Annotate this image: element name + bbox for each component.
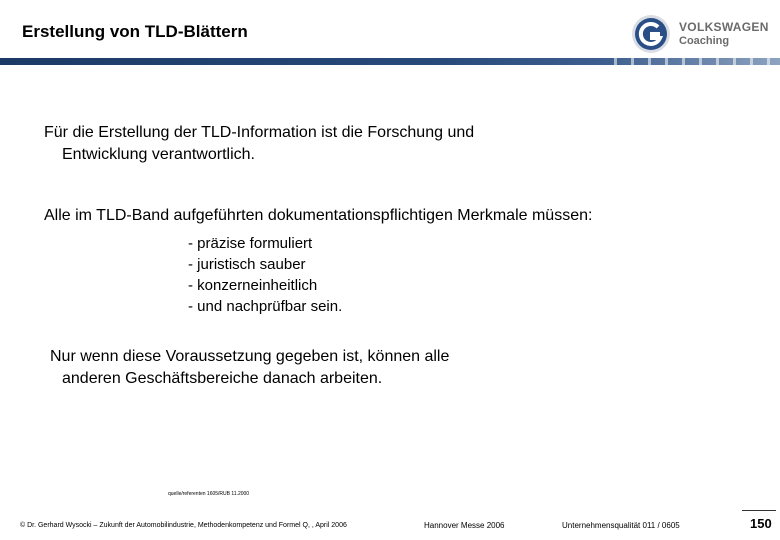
paragraph-responsibility — [44, 122, 474, 166]
title-divider-stripes — [600, 58, 780, 65]
paragraph-line: Entwicklung verantwortlich. — [62, 146, 255, 163]
paragraph-conclusion — [50, 346, 449, 390]
list-item: - konzerneinheitlich — [188, 277, 318, 294]
slide-title: Erstellung von TLD-Blättern — [22, 22, 248, 41]
footer-course: Unternehmensqualität 011 / 0605 — [562, 521, 680, 530]
paragraph-requirements-intro: Alle im TLD-Band aufgeführten dokumentationspflichtigen Merkmale müssen: — [44, 207, 593, 224]
title-divider-bar — [0, 58, 780, 65]
source-note: quelle/referenten 1605/RUB 11.2000 — [168, 491, 250, 497]
logo-sub-text: Coaching — [679, 35, 730, 47]
paragraph-line: Für die Erstellung der TLD-Information ist die Forschung und — [44, 124, 475, 141]
page-number: 150 — [750, 516, 772, 531]
paragraph-line: anderen Geschäftsbereiche danach arbeiten. — [62, 370, 383, 387]
list-item: - juristisch sauber — [188, 256, 306, 273]
page-number-rule — [742, 510, 776, 511]
paragraph-line: Nur wenn diese Voraussetzung gegeben ist, können alle — [50, 348, 450, 365]
list-item: - und nachprüfbar sein. — [188, 298, 343, 315]
requirements-list — [188, 233, 342, 317]
footer-event: Hannover Messe 2006 — [424, 521, 505, 530]
logo-brand-text: VOLKSWAGEN — [679, 20, 769, 34]
vw-coaching-logo-mark-icon — [631, 14, 671, 54]
footer-copyright: © Dr. Gerhard Wysocki – Zukunft der Automobilindustrie, Methodenkompetenz und Formel Q, , April 2006 — [20, 522, 347, 529]
vw-coaching-logo — [631, 14, 776, 54]
list-item: - präzise formuliert — [188, 235, 313, 252]
